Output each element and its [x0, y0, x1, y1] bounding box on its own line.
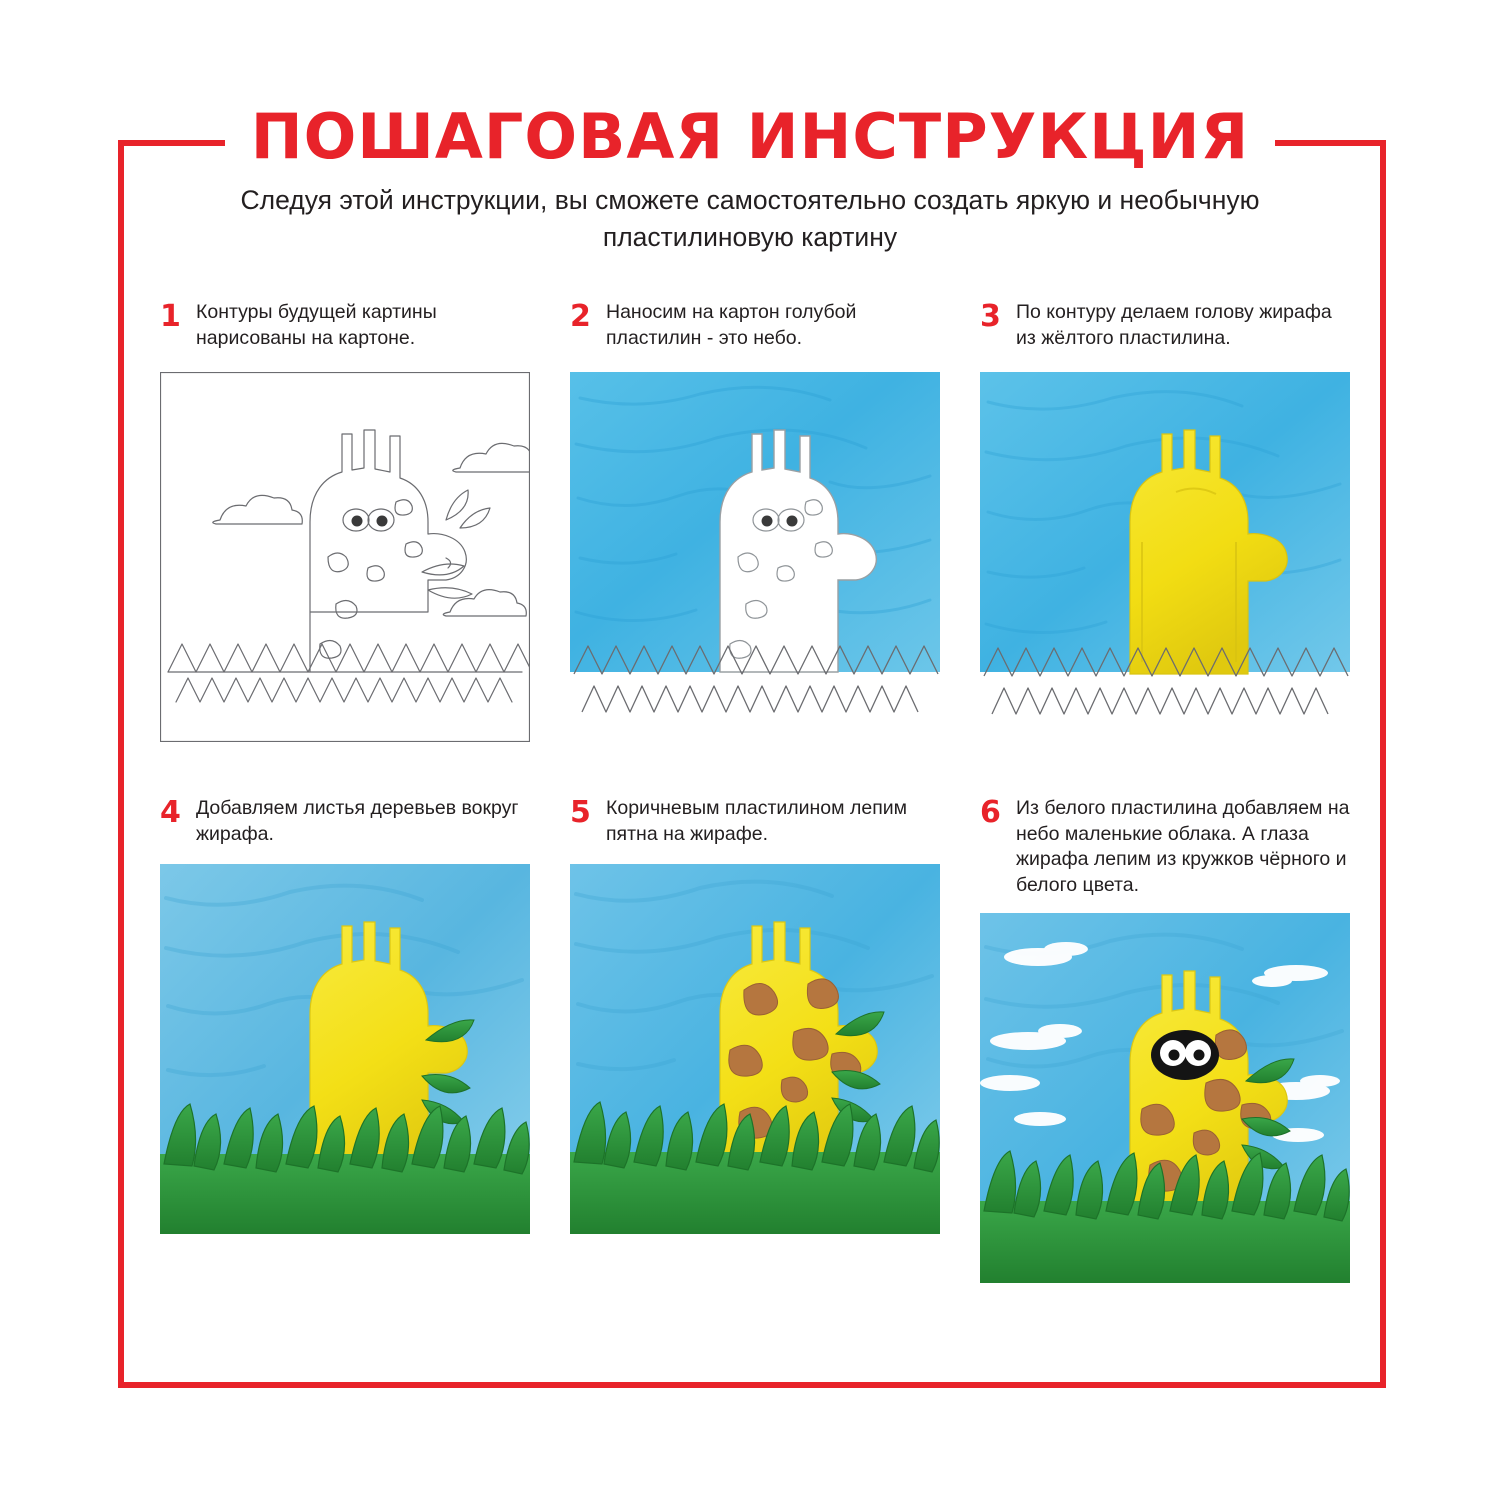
step-4-green-leaves: [160, 864, 530, 1234]
step-6-number: 6: [980, 795, 1001, 830]
step-6-clouds-and-eyes: [980, 913, 1350, 1283]
step-3-text: По контуру делаем голову жирафа из жёлтого пластилина.: [1016, 301, 1332, 349]
step-6-image: [980, 913, 1350, 1283]
step-5-header: [570, 796, 940, 850]
page-title: ПОШАГОВАЯ ИНСТРУКЦИЯ: [250, 100, 1250, 173]
step-1-text: Контуры будущей картины нарисованы на картоне.: [196, 301, 437, 349]
step-3-header: [980, 300, 1350, 354]
steps-row-1: [160, 300, 1350, 742]
step-5-brown-spots: [570, 864, 940, 1234]
step-2-header: [570, 300, 940, 354]
step-5-image: [570, 864, 940, 1234]
steps-grid: [160, 300, 1350, 1283]
steps-row-2: [160, 796, 1350, 1283]
step-3-image: [980, 372, 1350, 742]
step-5-number: 5: [570, 795, 591, 830]
step-2-number: 2: [570, 299, 591, 334]
step-1: [160, 300, 530, 742]
step-2-image: [570, 372, 940, 742]
step-1-image: [160, 372, 530, 742]
step-6-text: Из белого пластилина добавляем на небо маленькие облака. А глаза жирафа лепим из кружков чёрного и белого цвета.: [1016, 797, 1350, 897]
step-3: [980, 300, 1350, 742]
row-spacer: [160, 742, 1350, 796]
step-5: [570, 796, 940, 1283]
step-1-header: [160, 300, 530, 354]
step-4-header: [160, 796, 530, 850]
title-container: [0, 100, 1500, 173]
step-4-text: Добавляем листья деревьев вокруг жирафа.: [196, 797, 519, 845]
step-4: [160, 796, 530, 1283]
step-2-blue-sky: [570, 372, 940, 742]
page-subtitle: Следуя этой инструкции, вы сможете самостоятельно создать яркую и необычную пластилиновую картину: [240, 185, 1260, 252]
step-1-outline-drawing: [160, 372, 530, 742]
step-2: [570, 300, 940, 742]
step-3-number: 3: [980, 299, 1001, 334]
step-2-text: Наносим на картон голубой пластилин - это небо.: [606, 301, 857, 349]
title-backdrop: [225, 100, 1276, 173]
step-6-header: [980, 796, 1350, 899]
step-4-image: [160, 864, 530, 1234]
step-3-yellow-giraffe: [980, 372, 1350, 742]
step-4-number: 4: [160, 795, 181, 830]
step-5-text: Коричневым пластилином лепим пятна на жирафе.: [606, 797, 908, 845]
step-1-number: 1: [160, 299, 181, 334]
step-6: [980, 796, 1350, 1283]
